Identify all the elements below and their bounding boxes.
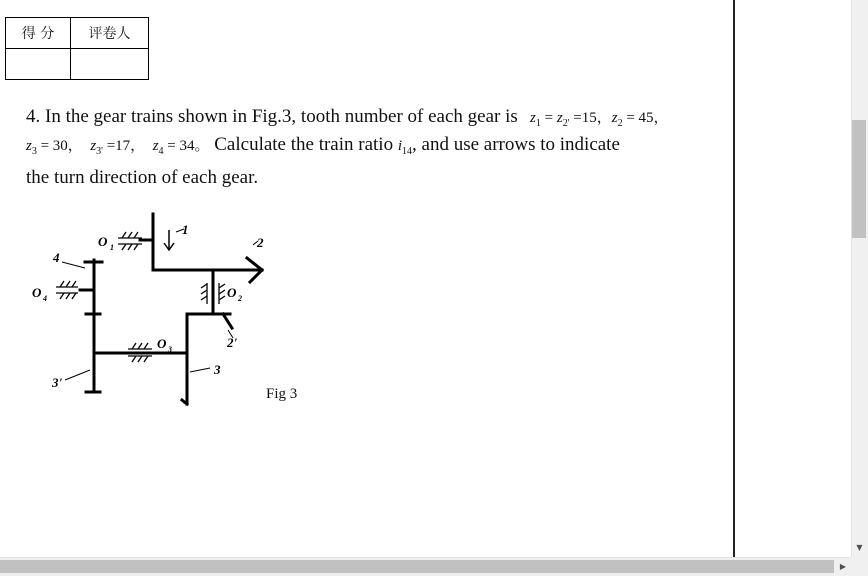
question-text-2-tail: , and use arrows to indicate xyxy=(412,134,620,155)
label-gear-1: 1 xyxy=(182,222,189,237)
label-gear-3: 3 xyxy=(214,362,221,377)
label-gear-3prime: 3' xyxy=(52,375,63,390)
vertical-scrollbar[interactable] xyxy=(851,0,868,557)
question-line-3: the turn direction of each gear. xyxy=(26,167,259,188)
scroll-down-icon[interactable]: ▼ xyxy=(856,543,863,552)
label-o4-sub: 4 xyxy=(43,294,47,303)
label-o1-sub: 1 xyxy=(110,243,114,252)
label-gear-2prime: 2' xyxy=(227,335,238,350)
vertical-scroll-thumb[interactable] xyxy=(852,120,866,238)
scrollbar-corner xyxy=(851,557,868,576)
scroll-right-icon[interactable]: ▶ xyxy=(839,562,847,571)
gear-2prime-edge xyxy=(223,314,232,328)
leader-lines xyxy=(62,229,258,380)
bearings xyxy=(56,232,225,362)
label-o2: O xyxy=(227,285,237,300)
label-gear-2: 2 xyxy=(257,235,264,250)
label-o4: O xyxy=(32,285,42,300)
arrow-gear-1 xyxy=(164,230,174,250)
gear-2-edge xyxy=(247,258,262,270)
label-o3-sub: 3 xyxy=(168,345,172,354)
figure-caption: Fig 3 xyxy=(266,386,298,402)
score-header: 得 分 xyxy=(6,18,71,49)
formula-i14: $i_{14}$ xyxy=(397,138,413,157)
label-o3: O xyxy=(157,336,167,351)
question-text-2: Calculate the train ratio xyxy=(214,134,394,155)
label-gear-4: 4 xyxy=(53,250,60,265)
formula-z3-z4: $z_3 = 30$， $z_{3'} =17$， $z_4 = 34$。 xyxy=(26,138,210,157)
label-o1: O xyxy=(98,234,108,249)
label-o2-sub: 2 xyxy=(238,294,242,303)
horizontal-scroll-thumb[interactable] xyxy=(0,560,834,573)
grader-header: 评卷人 xyxy=(71,18,149,49)
question-text-1: 4. In the gear trains shown in Fig.3, tooth number of each gear is xyxy=(26,106,518,127)
formula-z1-z2p: $z_1 = z_{2'} =15$，$z_2 = 45$， xyxy=(530,110,669,129)
gear-2-edge-b xyxy=(250,270,262,282)
